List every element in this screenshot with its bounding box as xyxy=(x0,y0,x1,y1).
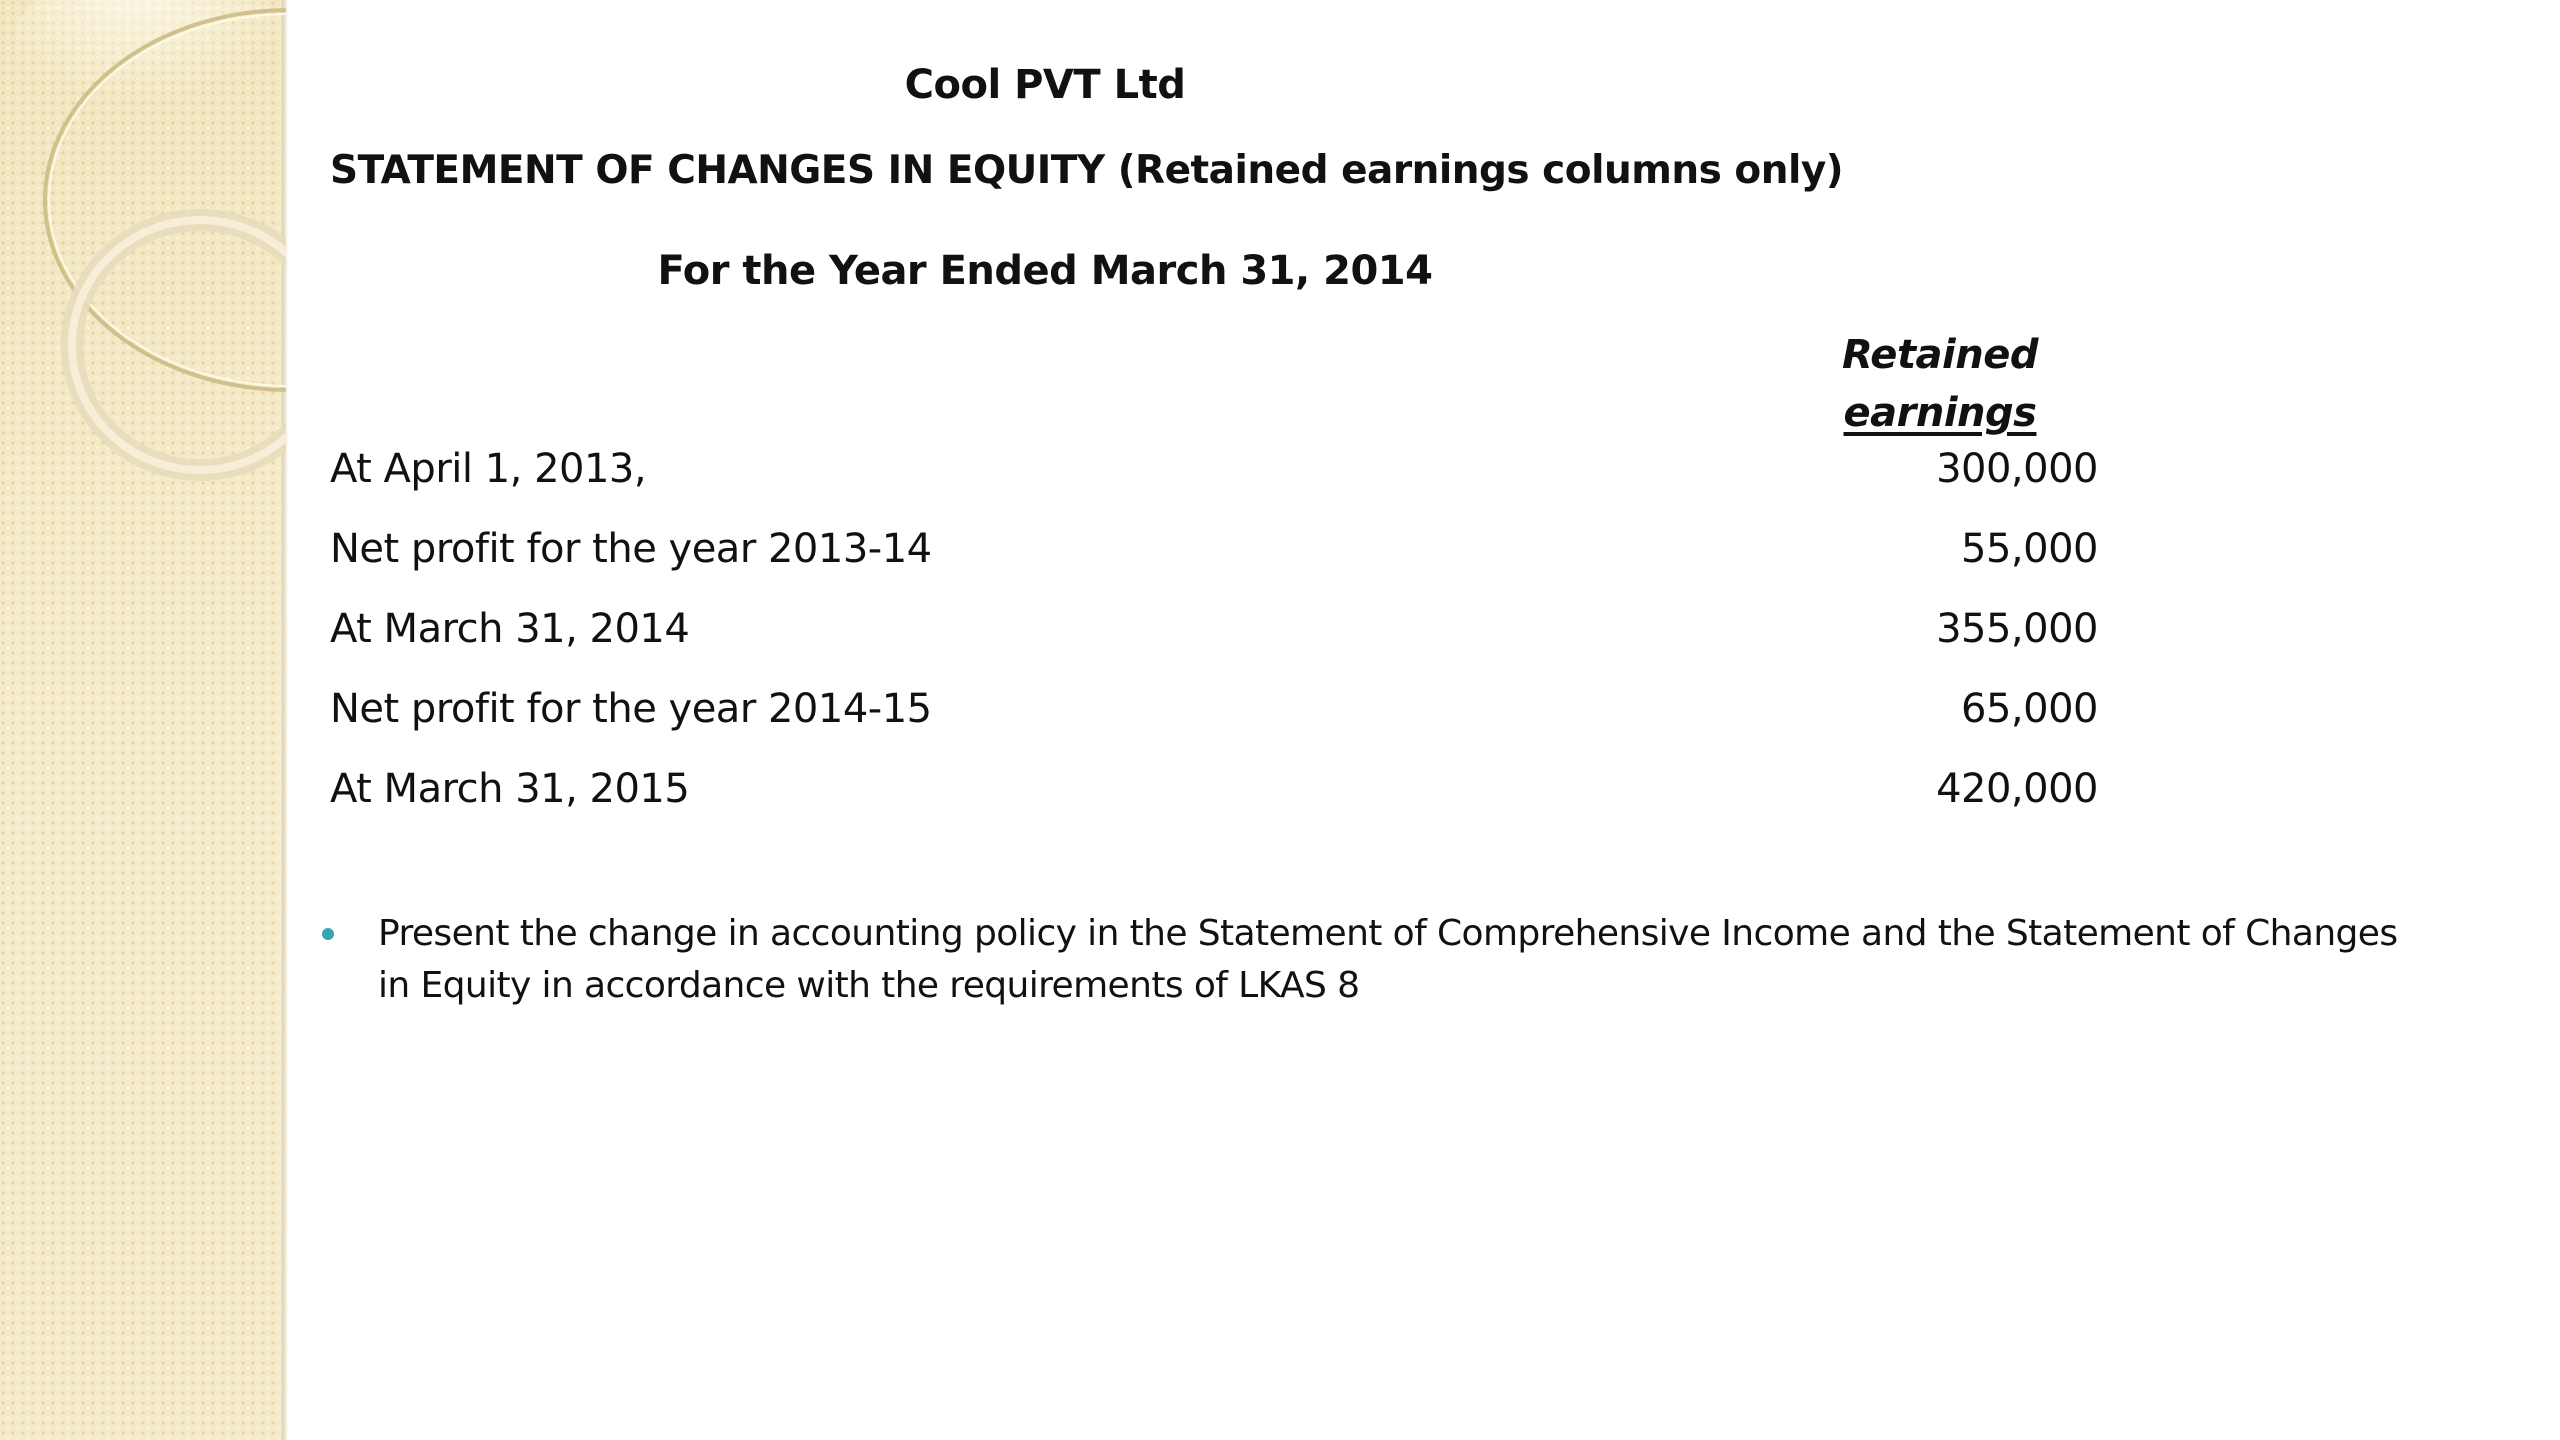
bullet-icon xyxy=(322,928,334,940)
table-row-value: 55,000 xyxy=(1961,526,2098,572)
company-title: Cool PVT Ltd xyxy=(904,62,1186,108)
bullet-text: Present the change in accounting policy in the Statement of Comprehensive Income and the Statement of Changes in Equity in accordance with the requirements of LKAS 8 xyxy=(378,913,2398,1006)
table-row-value: 300,000 xyxy=(1936,446,2098,492)
table-row-label: At March 31, 2015 xyxy=(330,766,690,812)
statement-title: STATEMENT OF CHANGES IN EQUITY (Retained earnings columns only) xyxy=(330,148,1844,193)
table-row-value: 65,000 xyxy=(1961,686,2098,732)
column-header-line1: Retained xyxy=(1842,332,2038,378)
decorative-rings-icon xyxy=(0,0,286,520)
column-header-line2: earnings xyxy=(1843,390,2037,436)
table-row-label: Net profit for the year 2014-15 xyxy=(330,686,932,732)
table-row-value: 355,000 xyxy=(1936,606,2098,652)
column-header-retained-earnings xyxy=(1820,326,2060,442)
table-row-value: 420,000 xyxy=(1936,766,2098,812)
table-row-label: Net profit for the year 2013-14 xyxy=(330,526,932,572)
table-row-label: At March 31, 2014 xyxy=(330,606,690,652)
period-title: For the Year Ended March 31, 2014 xyxy=(657,248,1433,294)
table-row-label: At April 1, 2013, xyxy=(330,446,647,492)
